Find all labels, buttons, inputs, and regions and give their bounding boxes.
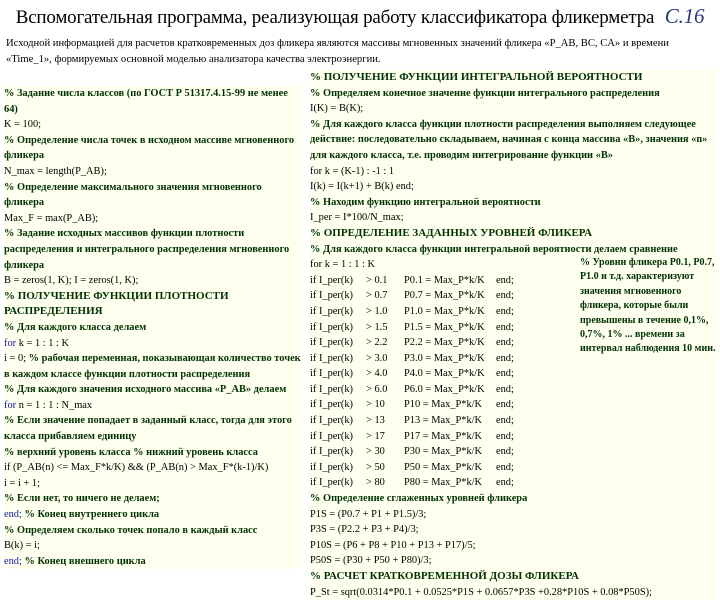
level-assignment: P50 = Max_P*k/K xyxy=(404,461,483,473)
code-line xyxy=(4,413,302,444)
code-comment: % Определяем сколько точек попало в каждый класс xyxy=(4,524,258,536)
code-text: if (P_AB(n) <= Max_F*k/K) && (P_AB(n) > Max_F*(k-1)/K) xyxy=(4,462,269,474)
code-comment: % Задание числа классов (по ГОСТ Р 51317.4.15-99 не менее 64) xyxy=(4,88,288,115)
code-text: N_max = length(P_AB); xyxy=(4,165,107,177)
code-line xyxy=(310,101,716,117)
if-condition: if I_per(k) xyxy=(310,415,353,427)
code-keyword: for xyxy=(4,399,17,411)
end-keyword: end; xyxy=(496,461,514,473)
end-keyword: end; xyxy=(496,430,514,442)
code-line xyxy=(4,180,302,211)
end-keyword: end; xyxy=(496,321,514,333)
level-assignment: P13 = Max_P*k/K xyxy=(404,415,483,427)
slide-number: С.16 xyxy=(664,4,705,28)
code-text: P_St = sqrt(0.0314*P0.1 + 0.0525*P1S + 0.0657*P3S +0.28*P10S + 0.08*P50S); xyxy=(310,586,652,598)
level-assignment: P0.1 = Max_P*k/K xyxy=(404,274,485,286)
code-line xyxy=(310,553,716,569)
threshold-value: > 6.0 xyxy=(366,383,388,395)
code-block-left xyxy=(4,86,302,569)
code-block-right-top xyxy=(310,70,716,273)
code-comment: % Для каждого класса функции плотности распределения выполняем следующее действие: последовательно складываем, начиная с конца массива «B», значения «n» для каждого класса, т.е. проводим интегрирование функции «B» xyxy=(310,118,708,161)
code-comment: % Определение числа точек в исходном массиве мгновенного фликера xyxy=(4,134,295,162)
code-line xyxy=(4,289,302,320)
if-condition: if I_per(k) xyxy=(310,321,353,333)
code-line xyxy=(310,226,716,242)
intro-paragraph: Исходной информацией для расчетов кратковременных доз фликера являются массивы мгновенных значений фликера «P_AB, BC, CA» и времени «Time_1», формируемых основной моделью анализатора качества электроэнергии. xyxy=(6,38,669,65)
code-text: B(k) = i; xyxy=(4,540,40,552)
code-comment: % Для каждого класса функции интегральной вероятности делаем сравнение xyxy=(310,243,678,255)
threshold-value: > 4.0 xyxy=(366,368,388,380)
code-line xyxy=(310,117,716,164)
level-assignment: P0.7 = Max_P*k/K xyxy=(404,290,485,302)
code-comment: % Для каждого значения исходного массива «P_AB» делаем xyxy=(4,384,287,396)
code-line xyxy=(4,491,302,507)
end-keyword: end; xyxy=(496,383,514,395)
level-assignment: P6.0 = Max_P*k/K xyxy=(404,383,485,395)
code-block-right-bottom xyxy=(310,491,716,600)
threshold-value: > 17 xyxy=(366,430,385,442)
code-text: k = 1 : 1 : K xyxy=(16,337,70,349)
code-line xyxy=(4,273,302,289)
code-line xyxy=(310,210,716,226)
code-text: i = 0; xyxy=(4,353,29,365)
section-heading-comment: % ПОЛУЧЕНИЕ ФУНКЦИИ ПЛОТНОСТИ РАСПРЕДЕЛЕНИЯ xyxy=(4,289,229,318)
code-text: I_per = I*100/N_max; xyxy=(310,212,404,224)
code-comment: % Определение максимального значения мгновенного фликера xyxy=(4,181,262,209)
code-line xyxy=(310,164,716,180)
end-keyword: end; xyxy=(496,352,514,364)
code-line xyxy=(4,336,302,352)
code-comment: % верхний уровень класса % нижний уровень класса xyxy=(4,446,258,458)
end-keyword: end; xyxy=(496,368,514,380)
threshold-value: > 10 xyxy=(366,399,385,411)
code-keyword: end; xyxy=(4,509,22,521)
level-assignment: P3.0 = Max_P*k/K xyxy=(404,352,485,364)
level-assignment: P2.2 = Max_P*k/K xyxy=(404,337,485,349)
threshold-if-row xyxy=(310,366,716,382)
threshold-value: > 1.5 xyxy=(366,321,388,333)
code-line xyxy=(4,554,302,570)
level-assignment: P17 = Max_P*k/K xyxy=(404,430,483,442)
code-text: % Конец внутреннего цикла xyxy=(21,509,160,521)
code-line xyxy=(310,195,716,211)
if-condition: if I_per(k) xyxy=(310,383,353,395)
code-line xyxy=(4,133,302,164)
code-line xyxy=(4,117,302,133)
end-keyword: end; xyxy=(496,446,514,458)
threshold-if-row xyxy=(310,413,716,429)
code-line xyxy=(4,398,302,414)
end-keyword: end; xyxy=(496,305,514,317)
threshold-if-row xyxy=(310,475,716,491)
threshold-value: > 0.1 xyxy=(366,274,388,286)
threshold-if-row xyxy=(310,429,716,445)
code-line xyxy=(310,70,716,86)
end-keyword: end; xyxy=(496,415,514,427)
code-text: Max_F = max(P_AB); xyxy=(4,212,99,224)
threshold-if-row xyxy=(310,460,716,476)
end-keyword: end; xyxy=(496,274,514,286)
section-heading-comment: % РАСЧЕТ КРАТКОВРЕМЕННОЙ ДОЗЫ ФЛИКЕРА xyxy=(310,570,579,582)
threshold-value: > 30 xyxy=(366,446,385,458)
section-heading-comment: % ОПРЕДЕЛЕНИЕ ЗАДАННЫХ УРОВНЕЙ ФЛИКЕРА xyxy=(310,226,593,239)
level-assignment: P10 = Max_P*k/K xyxy=(404,399,483,411)
threshold-value: > 50 xyxy=(366,461,385,473)
code-comment: % Для каждого класса делаем xyxy=(4,321,147,333)
side-note-flicker-levels: % Уровни фликера P0.1, P0.7, P1.0 и т.д. характеризуют значения мгновенного фликера, которые были превышены в течение 0,1%, 0,7%, 1% ... времени за интервал наблюдения 10 мин. xyxy=(580,256,718,357)
code-text: I(K) = B(K); xyxy=(310,103,364,115)
code-line xyxy=(4,460,302,476)
code-keyword: end; xyxy=(4,555,22,567)
if-condition: if I_per(k) xyxy=(310,274,353,286)
code-comment: % Если значение попадает в заданный класс, тогда для этого класса прибавляем единицу xyxy=(4,415,292,443)
code-line xyxy=(4,164,302,180)
end-keyword: end; xyxy=(496,290,514,302)
code-text: % Конец внешнего цикла xyxy=(21,555,146,567)
level-assignment: P4.0 = Max_P*k/K xyxy=(404,368,485,380)
code-comment: % Задание исходных массивов функции плотности распределения и интегрального распределения мгновенного фликера xyxy=(4,228,290,271)
code-text: I(k) = I(k+1) + B(k) end; xyxy=(310,181,414,193)
end-keyword: end; xyxy=(496,337,514,349)
code-line xyxy=(4,382,302,398)
code-text: P1S = (P0.7 + P1 + P1.5)/3; xyxy=(310,508,427,520)
threshold-value: > 80 xyxy=(366,477,385,489)
code-line xyxy=(4,211,302,227)
code-line xyxy=(310,538,716,554)
code-text: P10S = (P6 + P8 + P10 + P13 + P17)/5; xyxy=(310,539,476,551)
code-line xyxy=(310,179,716,195)
threshold-value: > 2.2 xyxy=(366,337,388,349)
level-assignment: P1.0 = Max_P*k/K xyxy=(404,305,485,317)
code-line xyxy=(310,569,716,585)
threshold-value: > 0.7 xyxy=(366,290,388,302)
level-assignment: P1.5 = Max_P*k/K xyxy=(404,321,485,333)
code-comment: % Определяем конечное значение функции интегрального распределения xyxy=(310,87,660,99)
code-line xyxy=(4,86,302,117)
code-text: for k = 1 : 1 : K xyxy=(310,259,376,271)
code-line xyxy=(4,507,302,523)
slide-title: Вспомогательная программа, реализующая работу классификатора фликерметра xyxy=(15,7,655,28)
if-condition: if I_per(k) xyxy=(310,477,353,489)
code-line xyxy=(4,351,302,382)
code-text: K = 100; xyxy=(4,119,42,131)
threshold-value: > 13 xyxy=(366,415,385,427)
threshold-value: > 1.0 xyxy=(366,305,388,317)
code-comment: % Находим функцию интегральной вероятности xyxy=(310,196,541,208)
code-text: P3S = (P2.2 + P3 + P4)/3; xyxy=(310,524,419,536)
code-line xyxy=(310,242,716,258)
code-line xyxy=(4,476,302,492)
code-line xyxy=(310,585,716,600)
code-line xyxy=(310,522,716,538)
if-condition: if I_per(k) xyxy=(310,461,353,473)
code-line xyxy=(310,86,716,102)
threshold-if-row xyxy=(310,444,716,460)
code-line xyxy=(310,491,716,507)
code-line xyxy=(4,445,302,461)
level-assignment: P80 = Max_P*k/K xyxy=(404,477,483,489)
code-keyword: for xyxy=(4,337,17,349)
slide-header xyxy=(0,4,720,29)
end-keyword: end; xyxy=(496,477,514,489)
threshold-value: > 3.0 xyxy=(366,352,388,364)
code-line xyxy=(4,538,302,554)
if-condition: if I_per(k) xyxy=(310,446,353,458)
threshold-if-row xyxy=(310,397,716,413)
if-condition: if I_per(k) xyxy=(310,352,353,364)
code-text: B = zeros(1, K); I = zeros(1, K); xyxy=(4,275,139,287)
code-text: P50S = (P30 + P50 + P80)/3; xyxy=(310,555,432,567)
threshold-if-row xyxy=(310,382,716,398)
level-assignment: P30 = Max_P*k/K xyxy=(404,446,483,458)
code-line xyxy=(4,320,302,336)
code-text: n = 1 : 1 : N_max xyxy=(16,399,93,411)
code-text: for k = (K-1) : -1 : 1 xyxy=(310,165,395,177)
code-comment: % Определение сглаженных уровней фликера xyxy=(310,493,528,505)
code-comment: % рабочая переменная, показывающая количество точек в каждом классе функции плотности распределения xyxy=(4,353,301,380)
code-line xyxy=(4,226,302,273)
if-condition: if I_per(k) xyxy=(310,399,353,411)
code-line xyxy=(4,523,302,539)
if-condition: if I_per(k) xyxy=(310,368,353,380)
code-comment: % Если нет, то ничего не делаем; xyxy=(4,493,160,505)
end-keyword: end; xyxy=(496,399,514,411)
if-condition: if I_per(k) xyxy=(310,305,353,317)
code-text: i = i + 1; xyxy=(4,477,40,489)
if-condition: if I_per(k) xyxy=(310,337,353,349)
code-line xyxy=(310,507,716,523)
section-heading-comment: % ПОЛУЧЕНИЕ ФУНКЦИИ ИНТЕГРАЛЬНОЙ ВЕРОЯТНОСТИ xyxy=(310,71,643,83)
if-condition: if I_per(k) xyxy=(310,430,353,442)
if-condition: if I_per(k) xyxy=(310,290,353,302)
